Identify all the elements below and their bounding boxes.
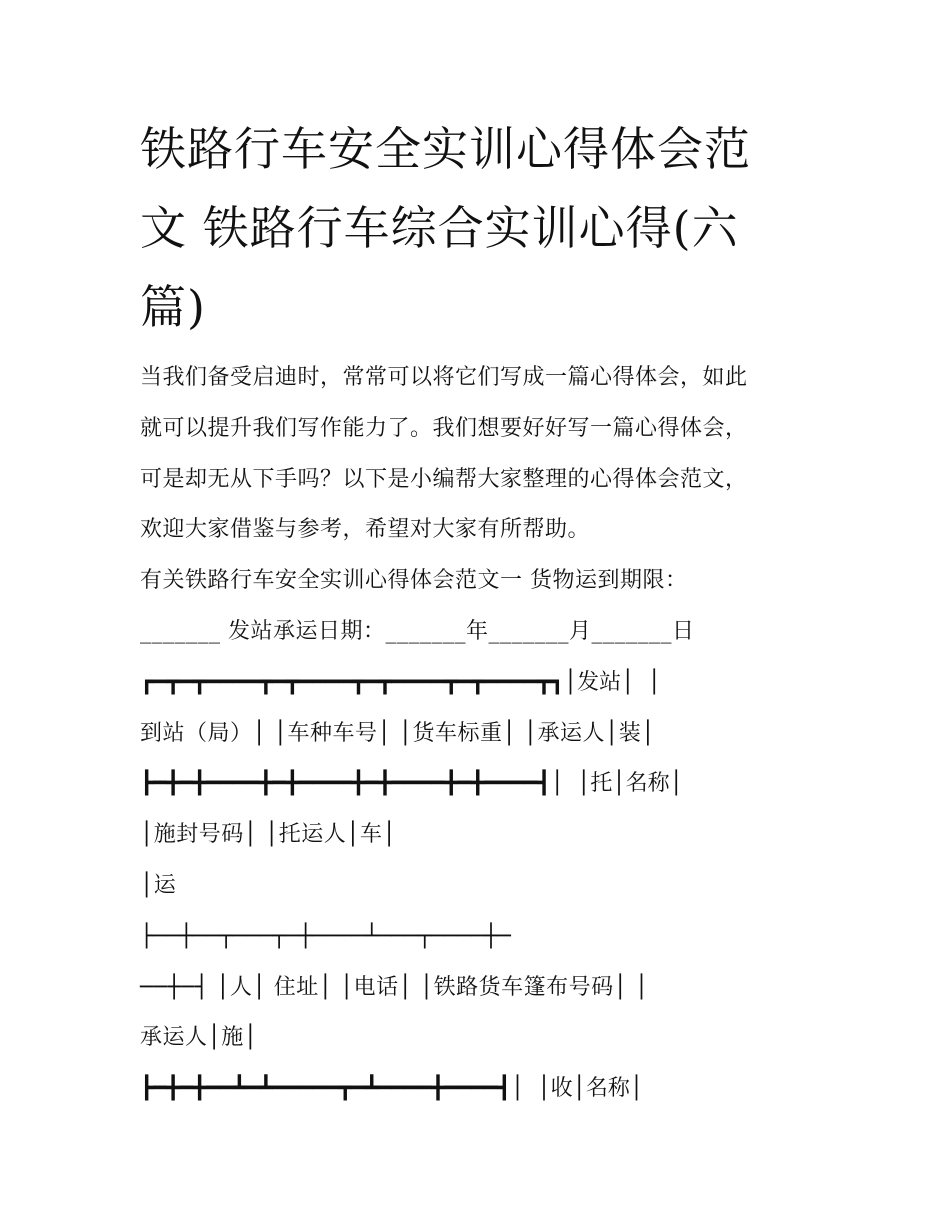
title-line: 文 铁路行车综合实训心得(六	[140, 201, 739, 255]
form-table-line: ┏━┳━┳━━━━┳━┳━━━━┳━┳━━━━┳━┳━━━━┳┓│发站│ │	[140, 669, 661, 695]
form-table-line: ┣━╋━╋━━┻━┻━━━━━┳━┻━━━━╋━━━━┫│ │收│名称│	[140, 1076, 644, 1102]
form-table-line: ┣━╋━╋━━━━╋━╋━━━━╋━╋━━━━╋━╋━━━━┫│ │托│名称│	[140, 771, 683, 797]
form-date-line: _______ 发站承运日期：_______年_______月_______日	[140, 618, 695, 644]
intro-paragraph-line: 当我们备受启迪时，常常可以将它们写成一篇心得体会，如此	[140, 365, 748, 390]
document-title	[140, 110, 840, 347]
intro-paragraph-line: 就可以提升我们写作能力了。我们想要好好写一篇心得体会，	[140, 415, 748, 441]
intro-paragraph-line: 可是却无从下手吗？以下是小编帮大家整理的心得体会范文，	[140, 466, 748, 492]
form-table-line: 到站（局）│ │车种车号│ │货车标重│ │承运人│装│	[140, 720, 655, 746]
section-heading: 有关铁路行车安全实训心得体会范文一 货物运到期限：	[140, 568, 688, 594]
document-body	[140, 353, 830, 1115]
form-table-line: ├──┼──┬───┬─┼────┴───┬────┼─	[140, 923, 511, 949]
title-line: 篇)	[140, 280, 206, 334]
form-table-line: ──┼─┤ │人│ 住址│ │电话│ │铁路货车篷布号码│ │	[140, 974, 649, 1000]
form-table-line: │运	[140, 872, 177, 898]
form-table-line: 承运人│施│	[140, 1025, 258, 1051]
intro-paragraph-line: 欢迎大家借鉴与参考，希望对大家有所帮助。	[140, 517, 591, 543]
title-line: 铁路行车安全实训心得体会范	[140, 122, 751, 176]
form-table-line: │施封号码│ │托运人│车│	[140, 822, 397, 848]
